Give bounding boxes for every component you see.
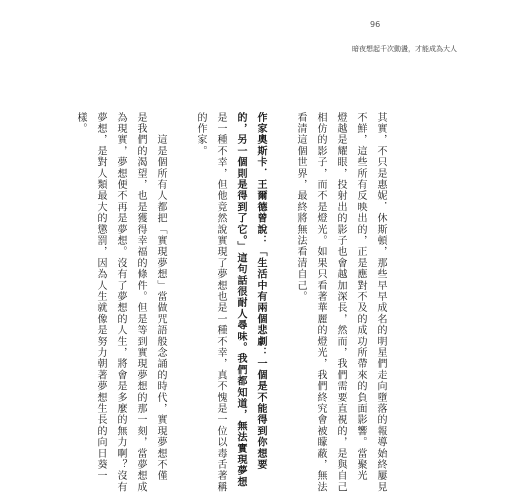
text-line: 是一種不幸，但他竟然說實現了夢想也是一種不幸，真不愧是一位以毒舌著稱 [215,112,226,493]
text-line: 樣。 [75,112,86,135]
text-line: 的作家。 [195,112,206,157]
text-line: 夢想，是對人類最大的懲罰，因為人生就像是努力朝著夢想生長的向日葵一 [95,112,106,482]
page-number: 96 [370,20,381,29]
text-line: 這是個所有人都把「實現夢想」當做咒語般念誦的時代，實現夢想不僅 [155,134,166,482]
running-head: 暗夜想起千次動盪，才能成為大人 [352,45,457,53]
text-line: 相仿的影子，而不是燈光。如果只看著華麗的燈光，我們終究會被矇蔽，無法 [315,112,326,493]
text-line: 是我們的渴望，也是獲得幸福的條件。但是等到實現夢想的那一刻，當夢想成 [135,112,146,493]
text-line-quote: 的，另一個則是得到了它。」這句話很耐人尋味。我們都知道，無法實現夢想 [235,112,246,488]
text-line: 為現實，夢想便不再是夢想。沒有了夢想的人生，將會是多麼的無力啊？沒有 [115,112,126,493]
body-text [70,112,390,493]
text-line-quote: 作家奧斯卡．王爾德曾說：「生活中有兩個悲劇：一個是不能得到你想要 [255,112,266,471]
text-line: 不鮮，這些所有反映出的，正是應對不及的成功所帶來的負面影響。當聚光 [355,112,366,482]
text-line: 其實，不只是惠妮．休斯頓，那些早早成名的明星們走向墮落的報導始終屢見 [375,112,386,493]
text-line: 燈越是耀眼，投射出的影子也會越加深長，然而，我們需要直視的，是與自己 [335,112,346,493]
text-line: 看清這個世界，最終將無法看清自己。 [295,112,306,303]
paragraph-gap [270,112,290,412]
paragraph-gap [170,112,190,412]
